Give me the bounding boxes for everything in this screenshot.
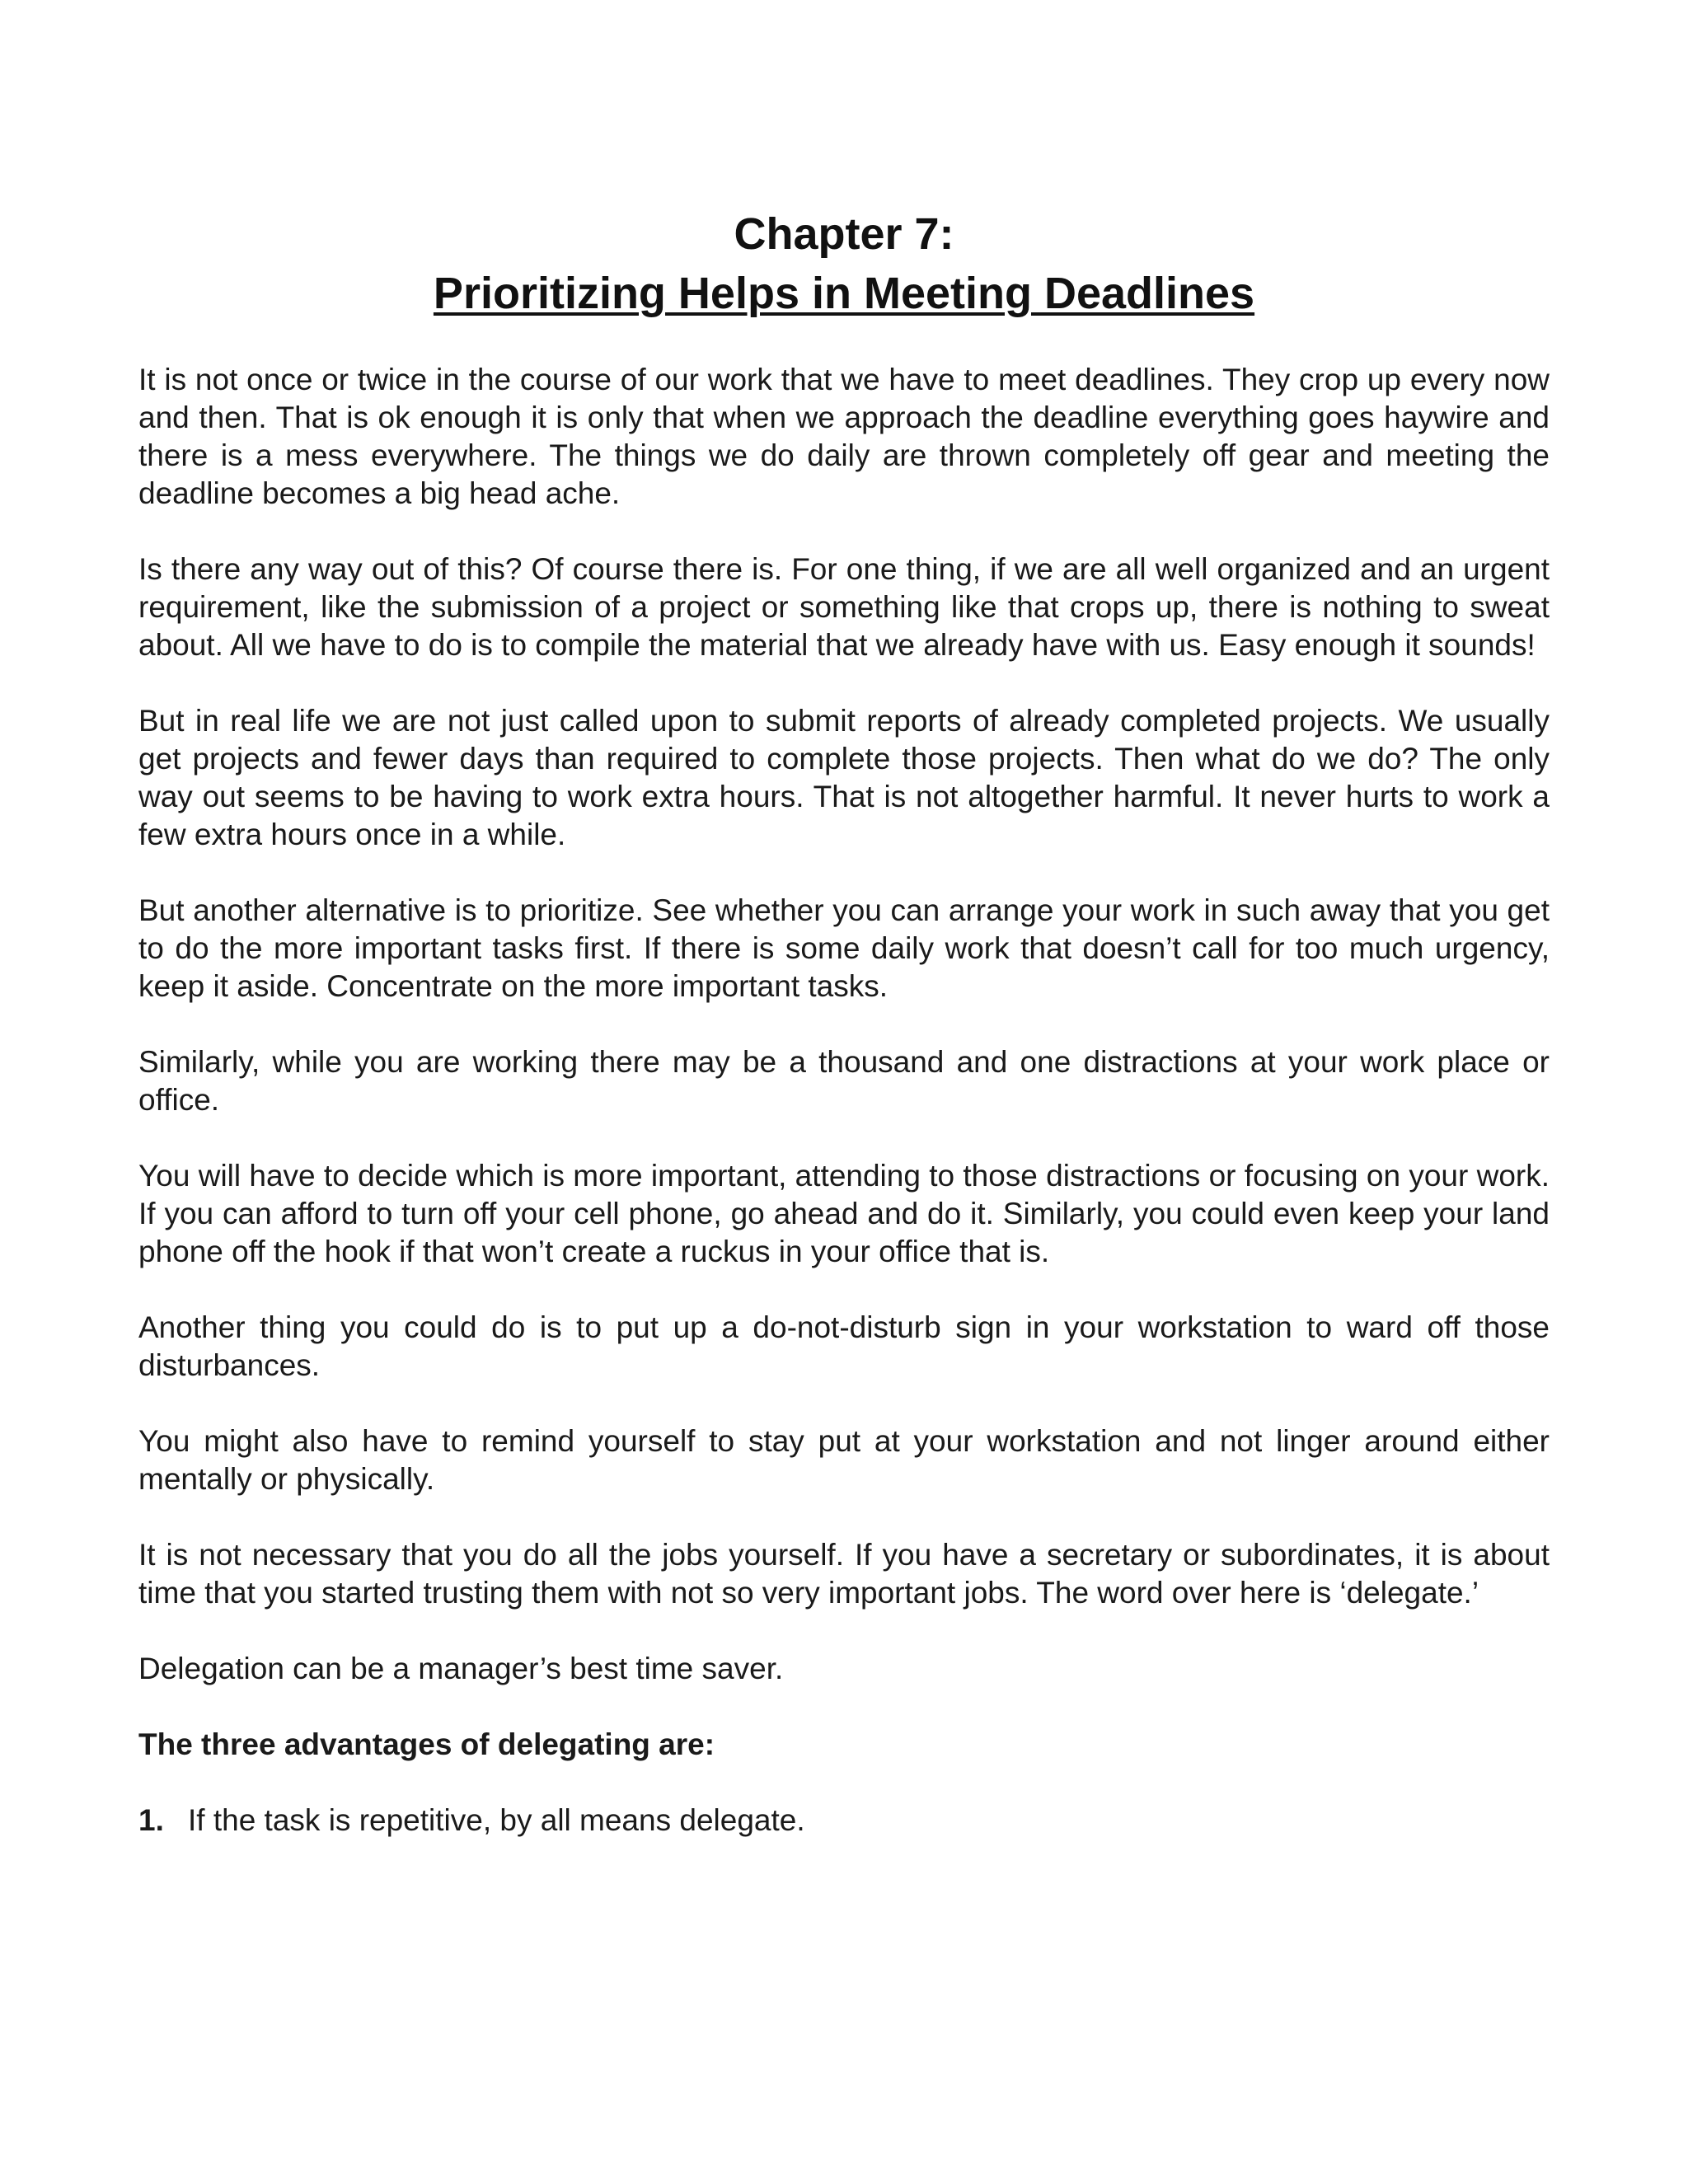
list-item — [138, 1802, 1550, 1840]
paragraph: You might also have to remind yourself to stay put at your workstation and not linger around either mentally or physically. — [138, 1424, 1550, 1496]
paragraph: You will have to decide which is more important, attending to those distractions or focusing on your work. If you can afford to turn off your cell phone, go ahead and do it. Similarly, you could even keep your land phone off the hook if that won’t create a ruckus in your office that is. — [138, 1159, 1550, 1268]
paragraph: It is not necessary that you do all the jobs yourself. If you have a secretary or subordinates, it is about time that you started trusting them with not so very important jobs. The word over here is ‘delegate.’ — [138, 1538, 1550, 1610]
list-item-text: If the task is repetitive, by all means delegate. — [188, 1803, 805, 1837]
paragraph: Similarly, while you are working there may be a thousand and one distractions at your work place or office. — [138, 1045, 1550, 1117]
chapter-title: Prioritizing Helps in Meeting Deadlines — [433, 269, 1255, 318]
paragraph: Another thing you could do is to put up a do-not-disturb sign in your workstation to ward off those disturbances. — [138, 1310, 1550, 1382]
paragraph: It is not once or twice in the course of our work that we have to meet deadlines. They crop up every now and then. That is ok enough it is only that when we approach the deadline everything goes haywire and there is a mess everywhere. The things we do daily are thrown completely off gear and meeting the deadline becomes a big head ache. — [138, 363, 1550, 510]
paragraph: But in real life we are not just called upon to submit reports of already completed projects. We usually get projects and fewer days than required to complete those projects. Then what do we do? The only way out seems to be having to work extra hours. That is not altogether harmful. It never hurts to work a few extra hours once in a while. — [138, 704, 1550, 851]
chapter-heading — [138, 204, 1550, 323]
chapter-number: Chapter 7: — [734, 209, 954, 259]
paragraph: Delegation can be a manager’s best time saver. — [138, 1652, 784, 1685]
document-page — [138, 204, 1550, 1840]
list-item-number: 1. — [138, 1803, 164, 1837]
paragraph: But another alternative is to prioritize. See whether you can arrange your work in such away that you get to do the more important tasks first. If there is some daily work that doesn’t call for too much urgency, keep it aside. Concentrate on the more important tasks. — [138, 893, 1550, 1003]
advantages-heading: The three advantages of delegating are: — [138, 1727, 715, 1761]
paragraph: Is there any way out of this? Of course there is. For one thing, if we are all well organized and an urgent requirement, like the submission of a project or something like that crops up, there is nothing to sweat about. All we have to do is to compile the material that we already have with us. Easy enough it sounds! — [138, 552, 1550, 662]
